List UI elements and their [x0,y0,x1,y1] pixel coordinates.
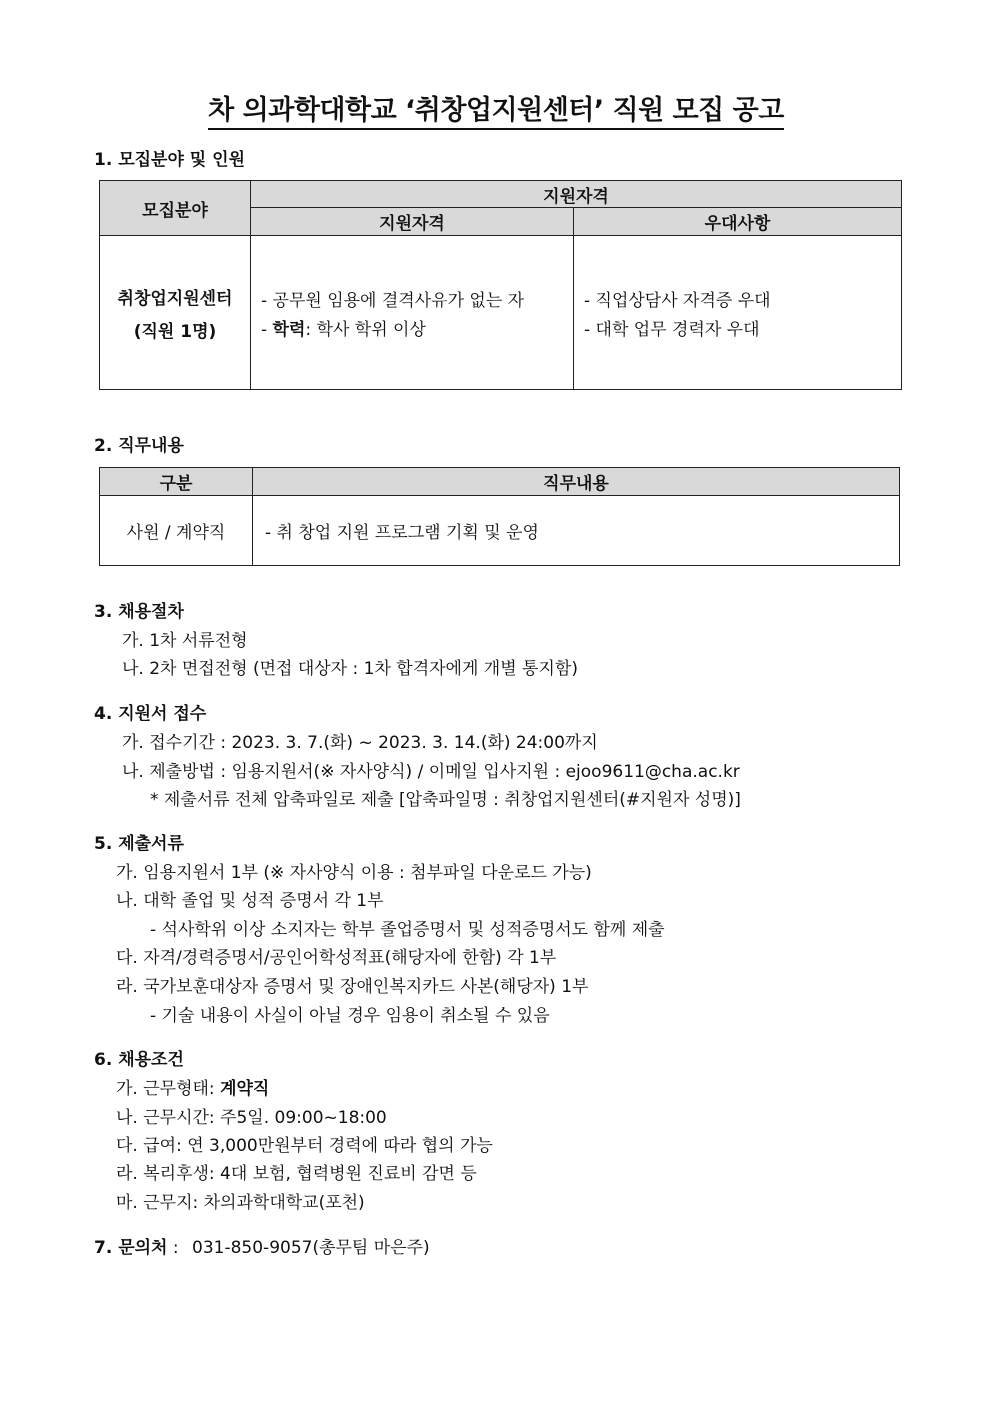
qual-cell [251,236,574,390]
section-7-heading: 7. 문의처 [94,1238,168,1258]
contact-info: 031-850-9057(총무팀 마은주) [192,1238,430,1258]
section-3-heading: 3. 채용절차 [94,602,184,622]
col-field-header: 모집분야 [100,181,251,236]
document-note: - 기술 내용이 사실이 아닐 경우 임용이 취소될 수 있음 [150,1006,550,1026]
qual-item: - 공무원 임용에 결격사유가 없는 자 [261,290,525,311]
document-item: 라. 국가보훈대상자 증명서 및 장애인복지카드 사본(해당자) 1부 [116,977,589,997]
recruitment-table [99,180,902,390]
section-4-heading: 4. 지원서 접수 [94,704,207,724]
document-item: 나. 대학 졸업 및 성적 증명서 각 1부 [116,891,384,911]
application-note: * 제출서류 전체 압축파일로 제출 [압축파일명 : 취창업지원센터(#지원자 성명)] [150,790,741,810]
condition-item: 나. 근무시간: 주5일. 09:00~18:00 [116,1108,387,1128]
type-cell: 사원 / 계약직 [100,496,253,566]
procedure-item: 가. 1차 서류전형 [122,631,248,651]
condition-item: 마. 근무지: 차의과학대학교(포천) [116,1193,365,1213]
col-pref-header: 우대사항 [574,208,902,236]
col-group-header: 지원자격 [251,181,902,208]
pref-item: - 직업상담사 자격증 우대 [584,290,771,311]
pref-cell [574,236,902,390]
section-6-heading: 6. 채용조건 [94,1050,184,1070]
application-item: 가. 접수기간 : 2023. 3. 7.(화) ~ 2023. 3. 14.(화) 24:00까지 [122,733,598,753]
qual-item: - 학력: 학사 학위 이상 [261,319,426,340]
duty-table [99,467,900,566]
field-count: (직원 1명) [133,321,217,342]
section-5-heading: 5. 제출서류 [94,834,184,854]
section-1-heading: 1. 모집분야 및 인원 [94,150,245,170]
duty-cell: - 취 창업 지원 프로그램 기획 및 운영 [253,496,900,566]
document-item: 가. 임용지원서 1부 (※ 자사양식 이용 : 첨부파일 다운로드 가능) [116,863,592,883]
condition-item: 다. 급여: 연 3,000만원부터 경력에 따라 협의 가능 [116,1136,493,1156]
document-note: - 석사학위 이상 소지자는 학부 졸업증명서 및 성적증명서도 함께 제출 [150,920,665,940]
document-item: 다. 자격/경력증명서/공인어학성적표(해당자에 한함) 각 1부 [116,948,557,968]
application-item: 나. 제출방법 : 임용지원서(※ 자사양식) / 이메일 입사지원 : ejoo9611@cha.ac.kr [122,762,740,782]
col-duty-header: 직무내용 [253,468,900,496]
section-2-heading: 2. 직무내용 [94,436,184,456]
field-cell [100,236,251,390]
field-name: 취창업지원센터 [117,288,233,309]
pref-item: - 대학 업무 경력자 우대 [584,319,760,340]
procedure-item: 나. 2차 면접전형 (면접 대상자 : 1차 합격자에게 개별 통지함) [122,659,578,679]
contact-line: 7. 문의처 : 031-850-9057(총무팀 마은주) [94,1238,430,1258]
condition-item: 라. 복리후생: 4대 보험, 협력병원 진료비 감면 등 [116,1164,477,1184]
document-title: 차 의과학대학교 ‘취창업지원센터’ 직원 모집 공고 [0,88,992,127]
condition-item: 가. 근무형태: 계약직 [116,1079,270,1099]
col-type-header: 구분 [100,468,253,496]
col-qual-header: 지원자격 [251,208,574,236]
